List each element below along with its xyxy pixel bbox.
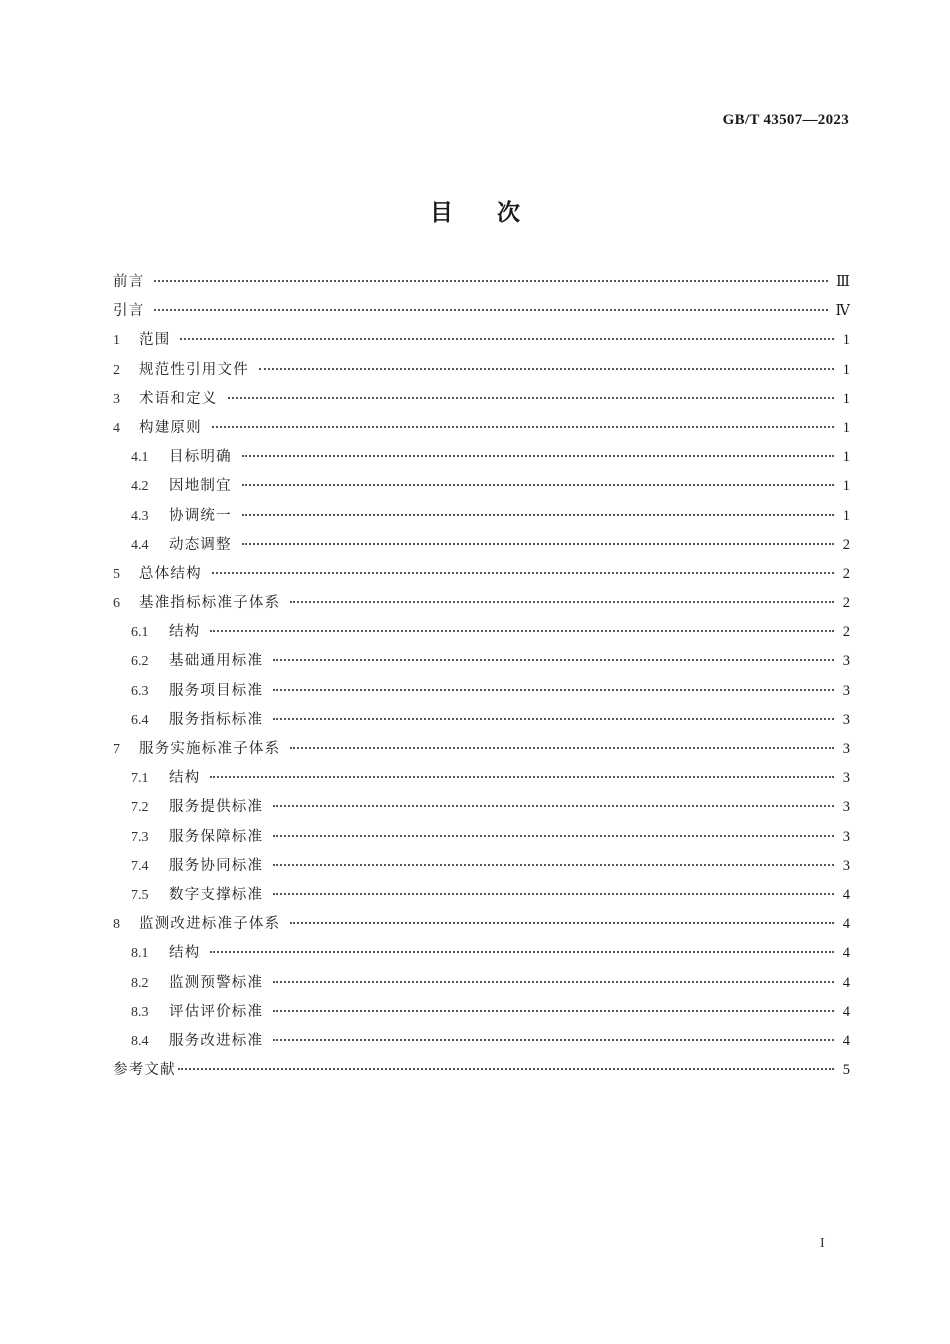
toc-entry-title: 基准指标标准子体系 bbox=[139, 595, 281, 612]
toc-entry-page: 1 bbox=[842, 419, 850, 436]
toc-entry-number: 4.4 bbox=[131, 537, 149, 553]
toc-entry[interactable] bbox=[113, 971, 850, 1000]
dot-leader bbox=[273, 981, 834, 983]
toc-entry-title: 数字支撑标准 bbox=[169, 886, 264, 903]
toc-entry-number: 1 bbox=[113, 333, 120, 349]
toc-entry-number: 8.1 bbox=[131, 946, 149, 962]
toc-entry-page: 3 bbox=[842, 711, 850, 728]
dot-leader bbox=[259, 368, 834, 370]
dot-leader bbox=[290, 922, 834, 924]
toc-entry-page: 5 bbox=[842, 1062, 850, 1079]
toc-entry[interactable] bbox=[113, 562, 850, 591]
toc-entry-page: 4 bbox=[842, 916, 850, 933]
dot-leader bbox=[212, 426, 834, 428]
toc-entry-number: 8.2 bbox=[131, 975, 149, 991]
dot-leader bbox=[273, 689, 834, 691]
toc-entry[interactable] bbox=[113, 708, 850, 737]
dot-leader bbox=[273, 835, 834, 837]
page-number: I bbox=[820, 1236, 825, 1251]
toc-entry-number: 8.3 bbox=[131, 1004, 149, 1020]
toc-entry-page: 4 bbox=[842, 945, 850, 962]
dot-leader bbox=[242, 484, 834, 486]
toc-entry[interactable] bbox=[113, 591, 850, 620]
toc-entry[interactable] bbox=[113, 941, 850, 970]
toc-entry-title: 目标明确 bbox=[169, 449, 232, 466]
dot-leader bbox=[242, 514, 834, 516]
toc-entry[interactable] bbox=[113, 883, 850, 912]
dot-leader bbox=[178, 1068, 834, 1070]
toc-entry-page: 4 bbox=[842, 1003, 850, 1020]
toc-entry-title: 参考文献 bbox=[113, 1062, 176, 1079]
toc-entry-number: 5 bbox=[113, 566, 120, 582]
toc-entry[interactable] bbox=[113, 445, 850, 474]
toc-entry-page: 1 bbox=[842, 361, 850, 378]
toc-entry-page: 3 bbox=[842, 682, 850, 699]
toc-entry[interactable] bbox=[113, 328, 850, 357]
toc-entry-title: 协调统一 bbox=[169, 507, 232, 524]
toc-entry-title: 结构 bbox=[169, 945, 201, 962]
dot-leader bbox=[273, 1039, 834, 1041]
toc-entry-title: 动态调整 bbox=[169, 536, 232, 553]
toc-entry-title: 总体结构 bbox=[139, 565, 202, 582]
toc-entry-page: 1 bbox=[842, 449, 850, 466]
toc-entry[interactable] bbox=[113, 854, 850, 883]
toc-entry-title: 基础通用标准 bbox=[169, 653, 264, 670]
toc-entry-title: 服务实施标准子体系 bbox=[139, 741, 281, 757]
dot-leader bbox=[290, 747, 834, 749]
toc-entry-number: 6 bbox=[113, 596, 120, 612]
toc-entry-page: 2 bbox=[842, 565, 850, 582]
toc-entry[interactable] bbox=[113, 358, 850, 387]
toc-entry-title: 评估评价标准 bbox=[169, 1003, 264, 1020]
page-title: 目次 bbox=[430, 200, 564, 226]
toc-entry-title: 监测预警标准 bbox=[169, 974, 264, 991]
table-of-contents bbox=[113, 270, 850, 1087]
toc-entry-page: 2 bbox=[842, 595, 850, 612]
toc-entry-number: 3 bbox=[113, 391, 120, 407]
toc-entry[interactable] bbox=[113, 679, 850, 708]
dot-leader bbox=[273, 805, 834, 807]
toc-entry-page: 3 bbox=[842, 741, 850, 757]
toc-entry[interactable] bbox=[113, 620, 850, 649]
toc-entry-page: 1 bbox=[842, 478, 850, 495]
toc-entry-title: 结构 bbox=[169, 624, 201, 641]
dot-leader bbox=[242, 543, 834, 545]
toc-entry-title: 术语和定义 bbox=[139, 390, 218, 407]
toc-entry[interactable] bbox=[113, 766, 850, 795]
toc-entry-number: 8.4 bbox=[131, 1033, 149, 1049]
dot-leader bbox=[180, 338, 834, 340]
toc-entry-title: 规范性引用文件 bbox=[139, 361, 249, 378]
toc-entry-page: Ⅲ bbox=[836, 274, 850, 290]
toc-entry[interactable] bbox=[113, 737, 850, 766]
toc-entry[interactable] bbox=[113, 1029, 850, 1058]
toc-entry-page: 4 bbox=[842, 886, 850, 903]
toc-entry[interactable] bbox=[113, 474, 850, 503]
toc-entry-number: 4.1 bbox=[131, 450, 149, 466]
toc-entry-page: 3 bbox=[842, 653, 850, 670]
toc-entry-number: 4.3 bbox=[131, 508, 149, 524]
toc-entry-page: 3 bbox=[842, 828, 850, 845]
dot-leader bbox=[273, 864, 834, 866]
dot-leader bbox=[210, 951, 834, 953]
dot-leader bbox=[154, 280, 828, 282]
toc-entry-title: 服务保障标准 bbox=[169, 828, 264, 845]
dot-leader bbox=[273, 659, 834, 661]
toc-entry-title: 范围 bbox=[139, 332, 171, 349]
toc-entry-title: 服务项目标准 bbox=[169, 682, 264, 699]
toc-entry-page: 4 bbox=[842, 974, 850, 991]
dot-leader bbox=[290, 601, 834, 603]
toc-entry-title: 引言 bbox=[113, 303, 145, 320]
toc-entry[interactable] bbox=[113, 416, 850, 445]
toc-entry[interactable] bbox=[113, 912, 850, 941]
toc-entry[interactable] bbox=[113, 533, 850, 562]
toc-entry[interactable] bbox=[113, 299, 850, 328]
toc-entry-page: 3 bbox=[842, 799, 850, 816]
toc-entry[interactable] bbox=[113, 1000, 850, 1029]
toc-entry-number: 4.2 bbox=[131, 479, 149, 495]
toc-entry-title: 结构 bbox=[169, 770, 201, 787]
toc-entry[interactable] bbox=[113, 649, 850, 678]
toc-entry-title: 服务指标标准 bbox=[169, 711, 264, 728]
toc-entry-title: 构建原则 bbox=[139, 419, 202, 436]
toc-entry[interactable] bbox=[113, 270, 850, 299]
toc-entry[interactable] bbox=[113, 387, 850, 416]
dot-leader bbox=[228, 397, 835, 399]
dot-leader bbox=[210, 630, 834, 632]
dot-leader bbox=[210, 776, 834, 778]
dot-leader bbox=[273, 893, 834, 895]
toc-entry-title: 前言 bbox=[113, 274, 145, 290]
toc-entry-page: 1 bbox=[842, 390, 850, 407]
dot-leader bbox=[154, 309, 827, 311]
toc-entry-number: 7 bbox=[113, 742, 120, 757]
toc-entry-title: 因地制宜 bbox=[169, 478, 232, 495]
dot-leader bbox=[273, 1010, 834, 1012]
toc-entry[interactable] bbox=[113, 504, 850, 533]
toc-entry-page: 1 bbox=[842, 332, 850, 349]
toc-entry-page: 2 bbox=[842, 624, 850, 641]
toc-entry-title: 服务协同标准 bbox=[169, 857, 264, 874]
standard-number: GB/T 43507—2023 bbox=[722, 112, 849, 128]
toc-entry-number: 8 bbox=[113, 917, 120, 933]
toc-entry-page: 1 bbox=[842, 507, 850, 524]
toc-entry-page: 3 bbox=[842, 857, 850, 874]
dot-leader bbox=[212, 572, 834, 574]
toc-entry-number: 7.5 bbox=[131, 887, 149, 903]
toc-entry-number: 6.1 bbox=[131, 625, 149, 641]
toc-entry[interactable] bbox=[113, 1058, 850, 1087]
toc-entry-page: 2 bbox=[842, 536, 850, 553]
toc-entry-number: 6.3 bbox=[131, 683, 149, 699]
toc-entry[interactable] bbox=[113, 795, 850, 824]
dot-leader bbox=[242, 455, 834, 457]
toc-entry-page: 4 bbox=[842, 1032, 850, 1049]
toc-entry-number: 7.2 bbox=[131, 800, 149, 816]
toc-entry-number: 7.1 bbox=[131, 771, 149, 787]
toc-entry-title: 监测改进标准子体系 bbox=[139, 916, 281, 933]
toc-entry[interactable] bbox=[113, 825, 850, 854]
toc-entry-number: 4 bbox=[113, 420, 120, 436]
dot-leader bbox=[273, 718, 834, 720]
toc-entry-title: 服务改进标准 bbox=[169, 1032, 264, 1049]
toc-entry-number: 6.4 bbox=[131, 712, 149, 728]
toc-entry-number: 7.3 bbox=[131, 829, 149, 845]
toc-entry-number: 6.2 bbox=[131, 654, 149, 670]
toc-entry-page: Ⅳ bbox=[835, 303, 850, 320]
toc-entry-title: 服务提供标准 bbox=[169, 799, 264, 816]
toc-entry-number: 2 bbox=[113, 362, 120, 378]
toc-entry-page: 3 bbox=[842, 770, 850, 787]
toc-entry-number: 7.4 bbox=[131, 858, 149, 874]
